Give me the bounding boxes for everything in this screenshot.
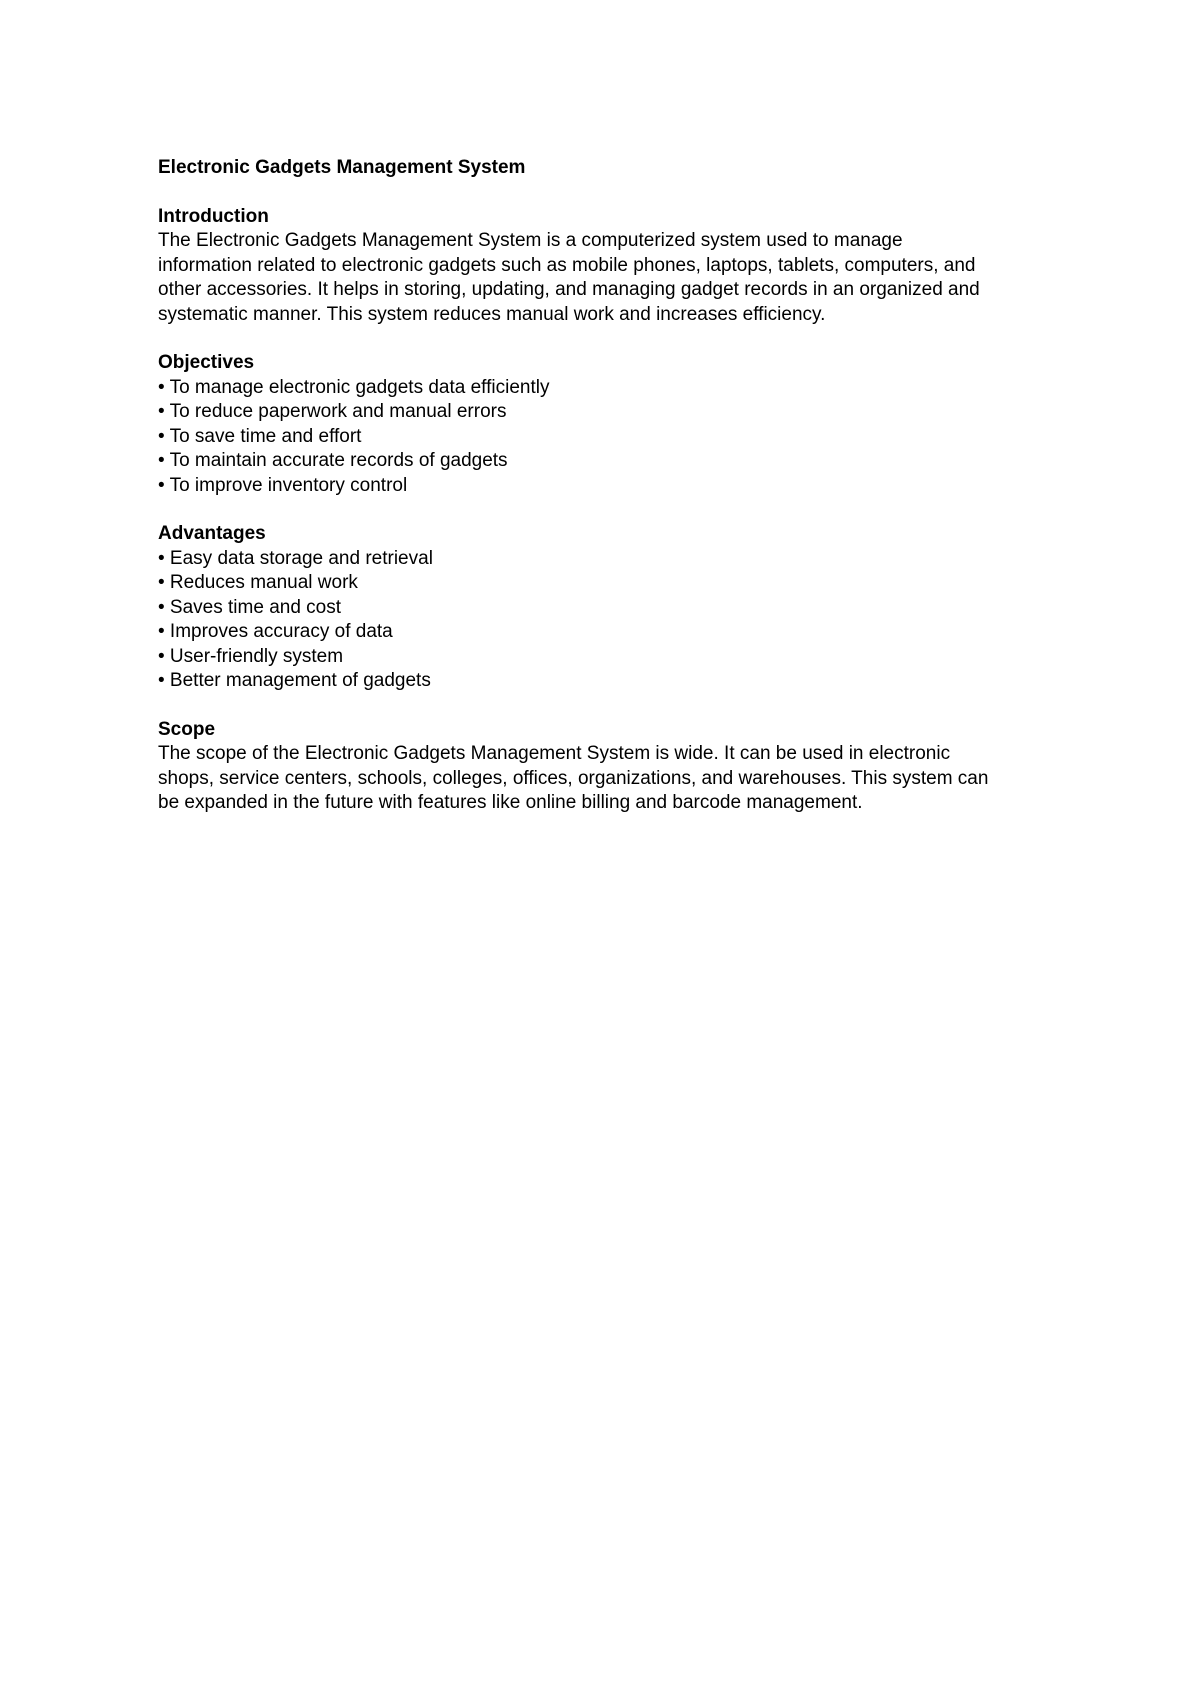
advantages-list-item: • Better management of gadgets xyxy=(158,670,431,691)
advantages-list xyxy=(158,547,1058,694)
objectives-heading: Objectives xyxy=(158,352,255,373)
scope-section xyxy=(158,718,1058,816)
introduction-heading: Introduction xyxy=(158,205,269,227)
advantages-list-item: • Reduces manual work xyxy=(158,572,358,593)
introduction-section xyxy=(158,205,1058,328)
objectives-list xyxy=(158,376,1058,499)
advantages-list-item: • Improves accuracy of data xyxy=(158,621,393,642)
document-title: Electronic Gadgets Management System xyxy=(158,157,526,178)
objectives-list-item: • To improve inventory control xyxy=(158,474,408,496)
objectives-list-item: • To reduce paperwork and manual errors xyxy=(158,401,507,422)
advantages-section xyxy=(158,522,1058,694)
scope-text: The scope of the Electronic Gadgets Management System is wide. It can be used in electronic shops, service centers, schools, colleges, offices, organizations, and warehouses. This system can be expanded in the future with features like online billing and barcode management. xyxy=(158,743,989,813)
scope-heading: Scope xyxy=(158,718,216,740)
objectives-list-item: • To manage electronic gadgets data efficiently xyxy=(158,376,550,398)
advantages-list-item: • Saves time and cost xyxy=(158,596,342,618)
objectives-list-item: • To maintain accurate records of gadgets xyxy=(158,450,508,471)
advantages-list-item: • Easy data storage and retrieval xyxy=(158,547,433,569)
document-content xyxy=(158,156,1058,816)
objectives-section xyxy=(158,351,1058,498)
advantages-heading: Advantages xyxy=(158,523,266,544)
introduction-text: The Electronic Gadgets Management System is a computerized system used to manage information related to electronic gadgets such as mobile phones, laptops, tablets, computers, and other accessories. It helps in storing, updating, and managing gadget records in an organized and systematic manner. This system reduces manual work and increases efficiency. xyxy=(158,230,980,325)
advantages-list-item: • User-friendly system xyxy=(158,645,344,667)
objectives-list-item: • To save time and effort xyxy=(158,425,362,447)
